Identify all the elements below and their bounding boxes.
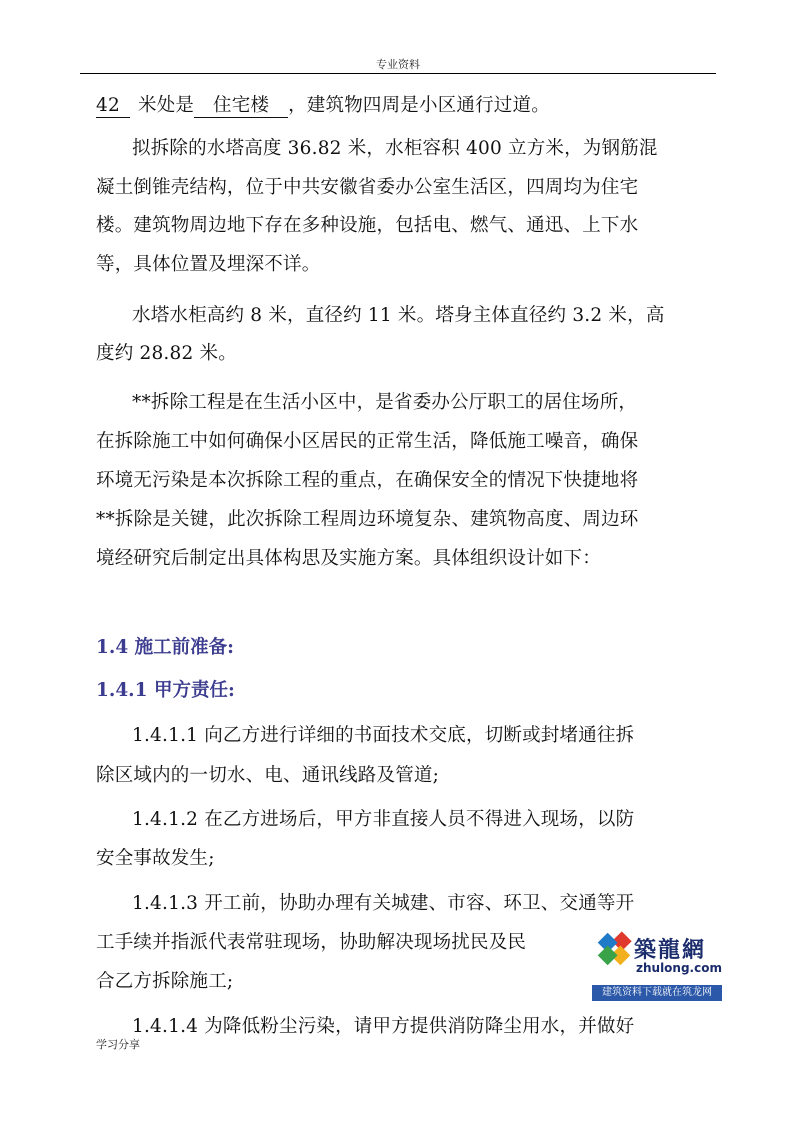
intro-text-b: ，建筑物四周是小区通行过道。 — [288, 95, 550, 116]
item-line: 1.4.1.3 开工前，协助办理有关城建、市容、环卫、交通等开 — [132, 893, 635, 914]
paragraph-line: 环境无污染是本次拆除工程的重点，在确保安全的情况下快捷地将 — [96, 470, 639, 491]
item-line: 1.4.1.4 为降低粉尘污染，请甲方提供消防降尘用水，并做好 — [132, 1016, 635, 1037]
paragraph-line: **拆除是关键，此次拆除工程周边环境复杂、建筑物高度、周边环 — [96, 509, 639, 530]
section-heading: 1.4 施工前准备: — [96, 637, 234, 658]
page-footer: 学习分享 — [96, 1038, 140, 1051]
header-rule — [80, 73, 716, 74]
subsection-heading: 1.4.1 甲方责任: — [96, 680, 235, 701]
paragraph-line: 拟拆除的水塔高度 36.82 米，水柜容积 400 立方米，为钢筋混 — [132, 138, 658, 159]
underlined-distance: 42 — [96, 95, 130, 118]
paragraph-line: 度约 28.82 米。 — [96, 343, 237, 364]
item-line: 除区域内的一切水、电、通讯线路及管道; — [96, 765, 440, 786]
paragraph-line: **拆除工程是在生活小区中，是省委办公厅职工的居住场所， — [132, 392, 638, 413]
logo-name-cn: 築龍網 — [634, 937, 707, 963]
item-line: 安全事故发生; — [96, 848, 215, 869]
paragraph-line: 水塔水柜高约 8 米，直径约 11 米。塔身主体直径约 3.2 米，高 — [132, 305, 665, 326]
item-line: 1.4.1.1 向乙方进行详细的书面技术交底，切断或封堵通往拆 — [132, 725, 635, 746]
logo-name-en: zhulong.com — [636, 961, 722, 975]
intro-line — [96, 92, 718, 120]
paragraph-line: 等，具体位置及埋深不详。 — [96, 254, 321, 275]
watermark-logo — [592, 925, 722, 1003]
page-header: 专业资料 — [376, 58, 420, 71]
item-line: 1.4.1.2 在乙方进场后，甲方非直接人员不得进入现场，以防 — [132, 809, 635, 830]
paragraph-line: 凝土倒锥壳结构，位于中共安徽省委办公室生活区，四周均为住宅 — [96, 177, 639, 198]
underlined-building-type: 住宅楼 — [194, 95, 288, 118]
paragraph-line: 楼。建筑物周边地下存在多种设施，包括电、燃气、通迅、上下水 — [96, 215, 639, 236]
logo-tagline: 建筑资料下载就在筑龙网 — [592, 985, 722, 1001]
item-line: 工手续并指派代表常驻现场，协助解决现场扰民及民 — [96, 932, 527, 953]
paragraph-line: 境经研究后制定出具体构思及实施方案。具体组织设计如下： — [96, 548, 601, 569]
intro-text-a: 米处是 — [138, 95, 195, 116]
item-line: 合乙方拆除施工; — [96, 971, 234, 992]
logo-mark-icon — [594, 927, 634, 979]
paragraph-line: 在拆除施工中如何确保小区居民的正常生活，降低施工噪音，确保 — [96, 431, 639, 452]
